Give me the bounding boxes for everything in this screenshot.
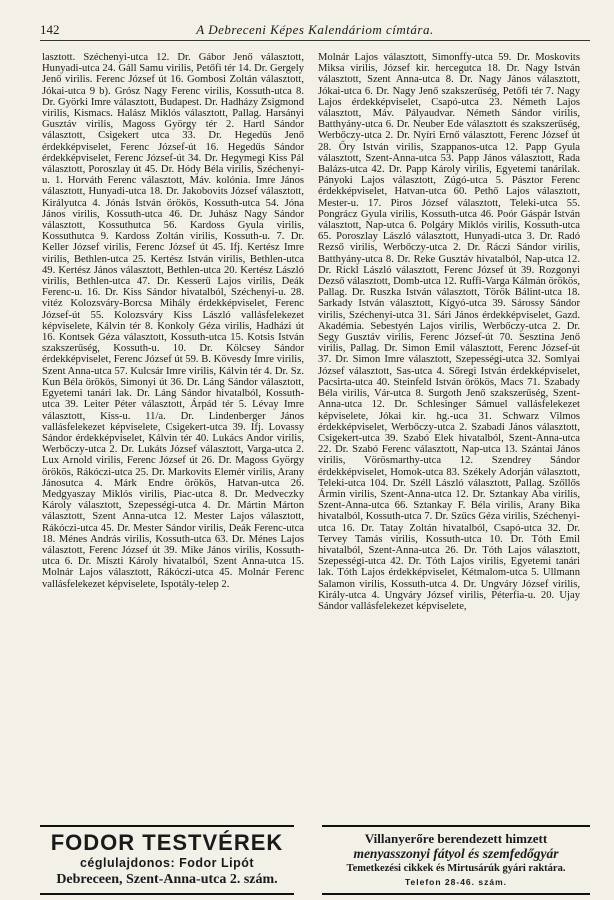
ad-product: menyasszonyi fátyol és szemfedőgyár: [353, 846, 559, 861]
ad-address: Debreceen, Szent-Anna-utca 2. szám.: [56, 872, 278, 887]
ad-goods: Temetkezési cikkek és Mirtusárúk gyári raktára.: [346, 863, 566, 874]
ad-headline: Villanyerőre berendezett himzett: [364, 831, 548, 846]
ad-company-name: FODOR TESTVÉREK: [50, 830, 284, 855]
text-column-right: Molnár Lajos választott, Simonffy-utca 59. Dr. Moskovits Miksa virilis, József kir. hercegutca 18. Dr. Nagy István választott, Szent Anna-utca 8. Dr. Nagy János választott, Jókai-utca 6. Dr. Nagy Jenő szakszerűség, Petőfi tér 7. Nagy Lajos érdekképviselet, Csapó-utca 23. Németh Lajos választott, Máv. Pályaudvar. Németh Sándor virilis, Batthyány-utca 6. Dr. Neuber Ede választott és szakszerűség, Werbőczy-utca 2. Dr. Nyíri Ernő választott, Ferenc József út 28. Őry István virilis, Szappanos-utca 12. Papp Gyula választott, Szent-Anna-utca 53. Papp János választott, Rada Balázs-utca 42. Dr. Papp Károly virilis, Egyetemi tanárilak. Pányoki Lajos választott, Zúgó-utca 5. Pásztor Ferenc érdekképviselet, Hatvan-utca 60. Pethő Lajos választott, Mester-u. 17. Piros József választott, Teleki-utca 55. Pongrácz Gyula virilis, Kossuth-utca 46. Poór Gáspár István választott, Nap-utca 6. Polgáry Miklós virilis, Kossuth-utca 65. Poroszlay László választott, Hunyadi-utca 3. Dr. Radó Rezső virilis, Werbőczy-utca 2. Dr. Ráczi Sándor virilis, Batthyány-utca 8. Dr. Reke Gusztáv hivatalból, Nap-utca 12. Dr. Rickl László választott, Ferenc József út 39. Rozgonyi Dezső választott, Domb-utca 12. Ruffi-Varga Kálmán örökös, Pallag. Dr. Ruszka István választott, Török Bálint-utca 18. Sarkady István választott, Kígyó-utca 39. Sárossy Sándor virilis, Széchenyi-utca 31. Sári János érdekképviselet, Gazd. Akadémia. Sebestyén Lajos virilis, Werbőczy-utca 2. Dr. Segy Gusztáv virilis, Ferenc József-út 70. Sesztina Jenő virilis, Pallag. Dr. Simon Emil választott, Ferenc József-út 37. Dr. Simon Imre választott, Szepességi-utca 32. Somlyai József választott, Sas-utca 4. Sőregi István érdekképviselet, Pacsirta-utca 40. Steinfeld István örökös, Macs 71. Szabady Béla virilis, Vár-utca 8. Surgoth Jenő szakszerűség, Szent-Anna-utca 12. Dr. Schlesinger Sámuel vallásfelekezet képviselete, Jókai kir. hg.-uca 31. Schwarz Vilmos érdekképviselet, Werbőczy-utca 2. Szabadi János választott, Csigekert-utca 39. Szabó Elek hivatalból, Szent-Anna-utca 22. Dr. Szabó Ferenc választott, Nap-utca 13. Szántai János virilis, Vörösmarthy-utca 12. Szendrey Sándor érdekképviselet, Homok-utca 83. Székely Adorján választott, Teleki-utca 104. Dr. Széll László választott, Pallag. Szőllős Ármin virilis, Szent-Anna-utca 12. Dr. Sztankay Aba virilis, Szent-Anna-utca 66. Sztankay F. Béla virilis, Arany Bika hivatalból, Kossuth-utca 7. Dr. Szűcs Géza virilis, Széchenyi-utca 16. Dr. Tatay Zoltán hivatalból, Csapó-utca 32. Dr. Tervey Tamás virilis, Kossuth-utca 10. Dr. Tóth Emil hivatalból, Szent-Anna-utca 26. Dr. Tóth Lajos választott, Szepességi-utca 42. Dr. Tóth Lajos virilis, Egyetemi tanári lak. Tóth Lajos érdekképviselet, Kétmalom-utca 5. Ullmann Salamon virilis, Kossuth-utca 4. Dr. Ungváry József virilis, Király-utca 4. Ungváry József virilis, Péterfia-u. 20. Ujay Sándor vallásfelekezet képviselete,: [318, 52, 580, 612]
ad-telephone: Telefon 28-46. szám.: [404, 877, 508, 887]
running-title: A Debreceni Képes Kalendáriom címtára.: [196, 22, 434, 37]
running-header: [40, 22, 590, 41]
page-number: 142: [40, 22, 60, 37]
text-column-left: lasztott. Széchenyi-utca 12. Dr. Gábor Jenő választott, Hunyadi-utca 24. Gáll Samu virilis, Petőfi tér 14. Dr. Gergely Jenő virilis. Ferenc József út 16. Gombosi Zoltán választott, Jókai-utca 9 b). Grósz Nagy Ferenc virilis, Kossuth-utca 8. Dr. Györki Imre választott, Budapest. Dr. Hadházy Zsigmond virilis, Kismacs. Halász Miklós választott, Pallag. Harsányi Gusztáv virilis, Magoss György tér 2. Hartl Sándor választott, Csigekert utca 33. Dr. Hegedűs Jenő érdekképviselet, Ferenc József-út 16. Hegedűs Sándor érdekképviselet, Ferenc József-út 34. Dr. Hegymegi Kiss Pál választott, Poroszlay út 45. Dr. Hódy Béla virilis, Széchenyi-u. 1. Horváth Ferenc választott, Máv. kolónia. Imre János választott, Hunyadi-utca 18. Dr. Jakobovits József választott, Királyutca 4. Jónás István örökös, Kossuth-utca 54. Jóna János virilis, Kossuth-utca 46. Dr. Juhász Nagy Sándor választott, Kossuthutca 56. Kardoss Gyula virilis, Kossuthutca 9. Kardoss Zoltán virilis, Kossuth-u. 7. Dr. Keller József virilis, Ferenc József út 45. Ifj. Kertész Imre virilis, Bethlen-utca 25. Kertész István virilis, Bethlen-utca 49. Kertész János választott, Bethlen-utca 20. Kertész László virilis, Bethlen-utca 47. Dr. Kesserű Lajos virilis, Deák Ferenc-u. 16. Dr. Kiss Sándor hivatalból, Széchenyi-u. 28. vitéz Kolozsváry-Borcsa Mihály érdekképviselet, Ferenc József-út 55. Kolozsváry Kiss László vallásfelekezet képviselete, Kálvin tér 8. Konkoly Géza virilis, Hadházi út 16. Kontsek Géza választott, Kossuth-utca 15. Kotsis István szakszerűség, Kossuth-u. 10. Dr. Kölcsey Sándor érdekképviselet, Ferenc József út 59. B. Kövesdy Imre virilis, Szent Anna-utca 57. Kulcsár Imre virilis, Kálvin tér 4. Dr. Sz. Kun Béla örökös, Simonyi út 36. Dr. Láng Sándor választott, Egyetemi tanári lak. Dr. Láng Sándor hivatalból, Kossuth-utca 39. Leiter Péter választott, Árpád tér 5. Lévay Imre választott, Kiss-u. 11/a. Dr. Lindenberger János vallásfelekezet képviselete, Csigekert-utca 39. Ifj. Lovassy Sándor érdekképviselet, Kálvin tér 40. Lukács Andor virilis, Werbőczy-utca 2. Dr. Lukáts József választott, Varga-utca 2. Lux Arnold virilis, Ferenc József út 26. Dr. Magoss György örökös, Rákóczi-utca 25. Dr. Markovits Elemér virilis, Arany Jánosutca 4. Márk Endre örökös, Hatvan-utca 26. Medgyaszay Miklós virilis, Piac-utca 8. Dr. Medveczky Károly választott, Szepességi-utca 4. Dr. Mártin Márton választott, Szent Anna-utca 12. Mester Lajos választott, Rákóczi-utca 45. Dr. Mester Sándor virilis, Deák Ferenc-utca 18. Ménes András virilis, Kossuth-utca 63. Dr. Ménes Lajos választott, Ferenc József út 39. Mike János virilis, Kossuth-utca 6. Dr. Miszti Károly hivatalból, Szent Anna-utca 15. Molnár Lajos választott, Rákóczi-utca 45. Molnár Ferenc vallásfelekezet képviselete, Ispotály-telep 2.: [42, 52, 304, 590]
advertisement-factory: [322, 825, 590, 895]
advertisement-strip: [40, 825, 590, 893]
advertisement-fodor: [40, 825, 294, 895]
ad-owner: céglulajdonos: Fodor Lipót: [79, 856, 255, 870]
